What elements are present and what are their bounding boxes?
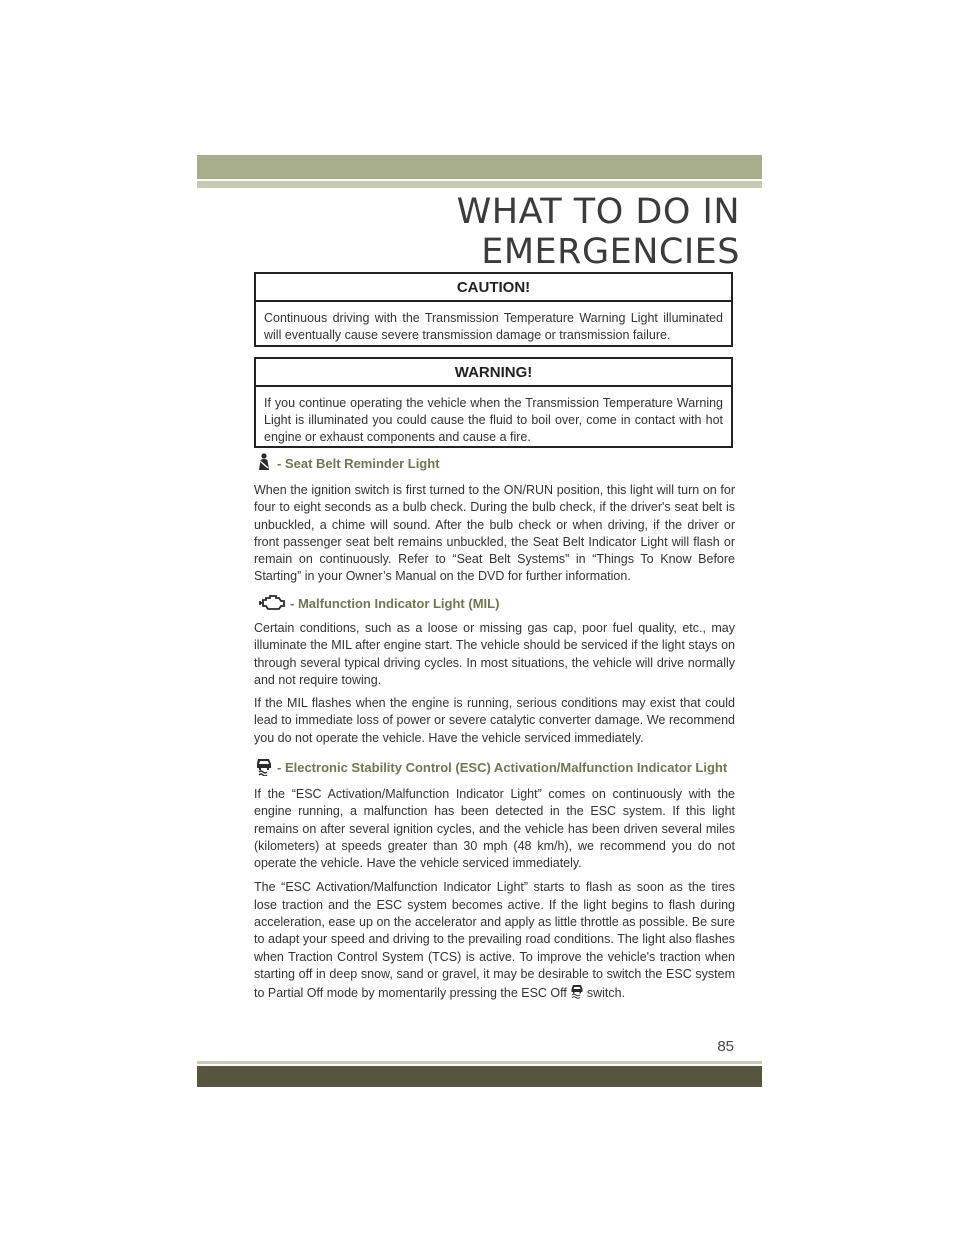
seat-belt-section	[254, 453, 735, 586]
mil-text-1: Certain conditions, such as a loose or missing gas cap, poor fuel quality, etc., may illuminate the MIL after engine start. The vehicle should be serviced if the light stays on through several typical driving cycles. In most situations, the vehicle will drive normally and not require towing.	[254, 621, 735, 687]
warning-text: If you continue operating the vehicle when the Transmission Temperature Warning Light is illuminated you could cause the fluid to boil over, come in contact with hot engine or exhaust components and cause a fire.	[264, 396, 723, 444]
footer-rule	[197, 1061, 762, 1064]
esc-text-1: If the “ESC Activation/Malfunction Indicator Light” comes on continuously with the engine running, a malfunction has been detected in the ESC system. If this light remains on after several ignition cycles, and the vehicle has been driven several miles (kilometers) at speeds greater than 30 mph (48 km/h), we recommend you do not operate the vehicle. Have the vehicle serviced immediately.	[254, 787, 735, 871]
seat-belt-text: When the ignition switch is first turned to the ON/RUN position, this light will turn on for four to eight seconds as a bulb check. During the bulb check, if the driver's seat belt is unbuckled, a chime will sound. After the bulb check or when driving, if the driver or front passenger seat belt remains unbuckled, the Seat Belt Indicator Light will flash or remain on continuously. Refer to “Seat Belt Systems” in “Things To Know Before Starting” in your Owner’s Manual on the DVD for further information.	[254, 483, 735, 584]
mil-heading: - Malfunction Indicator Light (MIL)	[254, 592, 735, 614]
caution-title: CAUTION!	[256, 274, 731, 302]
caution-box	[254, 272, 733, 347]
warning-title: WARNING!	[256, 359, 731, 387]
header-rule	[197, 181, 762, 188]
mil-text-2: If the MIL flashes when the engine is running, serious conditions may exist that could lead to immediate loss of power or severe catalytic converter damage. We recommend you do not operate the vehicle. Have the vehicle serviced immediately.	[254, 696, 735, 745]
engine-icon	[259, 593, 287, 614]
warning-box	[254, 357, 733, 448]
footer-band	[197, 1066, 762, 1087]
caution-text: Continuous driving with the Transmission Temperature Warning Light illuminated will eventually cause severe transmission damage or transmission failure.	[264, 311, 723, 342]
esc-text-2: The “ESC Activation/Malfunction Indicator Light” starts to flash as soon as the tires lose traction and the ESC system becomes active. If the light begins to flash during acceleration, ease up on the accelerator and apply as little throttle as possible. Be sure to adapt your speed and driving to the prevailing road conditions. The light also flashes when Traction Control System (TCS) is active. To improve the vehicle's traction when starting off in deep snow, sand or gravel, it may be desirable to switch the ESC system to Partial Off mode by momentarily pressing the ESC Off switch.	[254, 879, 735, 1004]
esc-section	[254, 756, 735, 1005]
esc-off-icon	[569, 983, 585, 1004]
esc-car-icon	[254, 756, 274, 779]
esc-heading: - Electronic Stability Control (ESC) Activation/Malfunction Indicator Light	[254, 756, 735, 778]
seat-belt-heading: - Seat Belt Reminder Light	[254, 453, 735, 473]
header-band	[197, 155, 762, 179]
seat-belt-icon	[254, 453, 274, 474]
mil-section	[254, 592, 735, 747]
section-title: WHAT TO DO IN EMERGENCIES	[456, 192, 740, 272]
page-number: 85	[717, 1038, 734, 1055]
